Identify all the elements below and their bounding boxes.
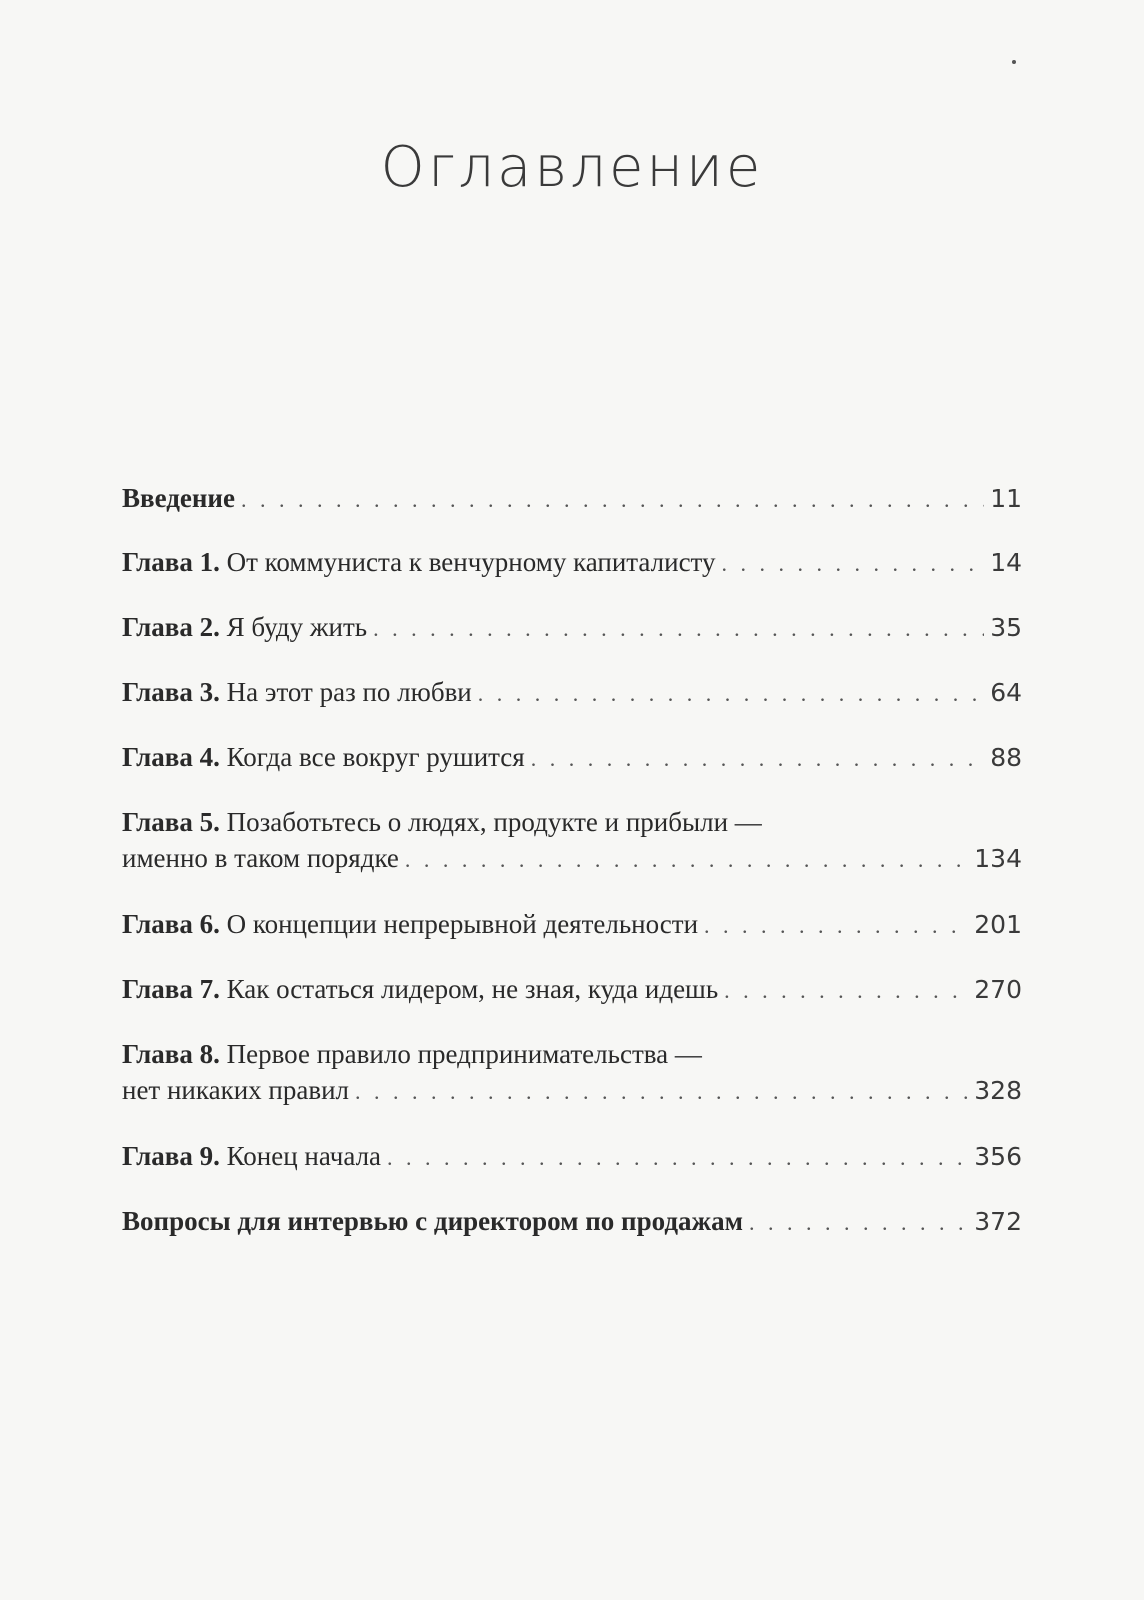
paper-speck: [1012, 60, 1016, 64]
dot-leader: [387, 1140, 968, 1176]
page-title: Оглавление: [380, 135, 764, 200]
toc-entry-chapter-4[interactable]: [122, 739, 1022, 777]
entry-label: Глава 4.: [122, 742, 220, 772]
entry-page-number: 356: [974, 1142, 1022, 1171]
toc-entry-appendix[interactable]: [122, 1203, 1022, 1241]
entry-page-number: 328: [974, 1076, 1022, 1105]
table-of-contents: [122, 480, 1022, 1236]
dot-leader: [722, 546, 985, 582]
dot-leader: [405, 842, 968, 878]
entry-label: Вопросы для интервью с директором по продажам: [122, 1206, 743, 1236]
dot-leader: [724, 973, 968, 1009]
entry-page-number: 35: [990, 613, 1022, 642]
entry-label: Введение: [122, 483, 235, 513]
entry-label: Глава 7.: [122, 974, 220, 1004]
toc-entry-chapter-2[interactable]: [122, 609, 1022, 647]
entry-title: Когда все вокруг рушится: [226, 742, 525, 772]
entry-page-number: 14: [990, 548, 1022, 577]
toc-entry-chapter-3[interactable]: [122, 674, 1022, 712]
dot-leader: [373, 611, 984, 647]
toc-entry-chapter-5[interactable]: [122, 804, 1022, 878]
entry-label: Глава 6.: [122, 909, 220, 939]
entry-label: Глава 2.: [122, 612, 220, 642]
entry-title-continued: именно в таком порядке: [122, 843, 399, 873]
entry-title: От коммуниста к венчурному капиталисту: [226, 547, 716, 577]
entry-title: На этот раз по любви: [226, 677, 472, 707]
entry-title: Я буду жить: [226, 612, 368, 642]
dot-leader: [241, 482, 984, 518]
entry-title: О концепции непрерывной деятельности: [226, 909, 699, 939]
entry-title: Первое правило предпринимательства —: [226, 1039, 702, 1069]
entry-title: Позаботьтесь о людях, продукте и прибыли —: [226, 807, 762, 837]
entry-page-number: 88: [990, 743, 1022, 772]
entry-label: Глава 1.: [122, 547, 220, 577]
entry-label: Глава 8.: [122, 1039, 220, 1069]
entry-label: Глава 5.: [122, 807, 220, 837]
toc-entry-chapter-9[interactable]: [122, 1138, 1022, 1176]
dot-leader: [355, 1074, 968, 1110]
entry-label: Глава 9.: [122, 1141, 220, 1171]
toc-entry-intro[interactable]: [122, 480, 1022, 518]
dot-leader: [478, 676, 984, 712]
toc-entry-chapter-1[interactable]: [122, 544, 1022, 582]
entry-title: Конец начала: [226, 1141, 382, 1171]
entry-page-number: 372: [974, 1207, 1022, 1236]
entry-page-number: 270: [974, 975, 1022, 1004]
dot-leader: [531, 741, 984, 777]
dot-leader: [704, 908, 968, 944]
entry-page-number: 134: [974, 844, 1022, 873]
toc-entry-chapter-7[interactable]: [122, 971, 1022, 1009]
toc-entry-chapter-6[interactable]: [122, 906, 1022, 944]
entry-title-continued: нет никаких правил: [122, 1075, 349, 1105]
toc-entry-chapter-8[interactable]: [122, 1036, 1022, 1110]
entry-label: Глава 3.: [122, 677, 220, 707]
entry-page-number: 11: [990, 484, 1022, 513]
entry-title: Как остаться лидером, не зная, куда идешь: [226, 974, 719, 1004]
dot-leader: [749, 1205, 968, 1241]
entry-page-number: 201: [974, 910, 1022, 939]
entry-page-number: 64: [990, 678, 1022, 707]
